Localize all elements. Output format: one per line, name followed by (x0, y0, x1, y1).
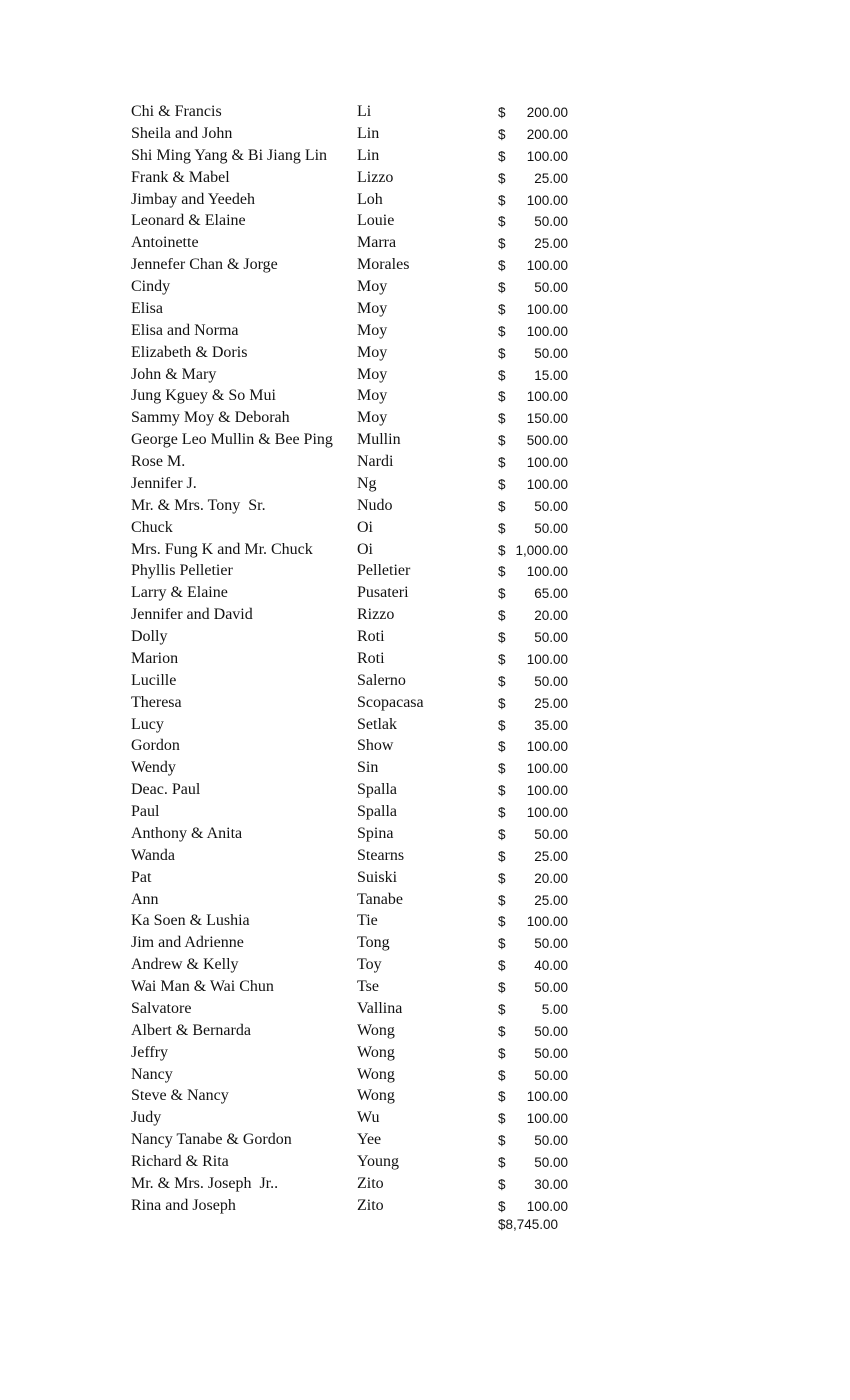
donation-amount: 100.00 (526, 739, 568, 755)
donor-first-name: Larry & Elaine (131, 584, 228, 602)
currency-symbol: $ (498, 739, 506, 755)
currency-symbol: $ (498, 630, 506, 645)
currency-symbol: $ (498, 433, 506, 449)
donation-amount: 20.00 (534, 870, 568, 886)
donor-row (131, 1196, 581, 1218)
donation-amount: 100.00 (526, 389, 568, 405)
currency-symbol: $ (498, 936, 506, 952)
donor-first-name: Pat (131, 868, 152, 886)
donation-amount: 100.00 (526, 192, 568, 208)
currency-symbol: $ (498, 170, 506, 186)
donor-first-name: Elisa and Norma (131, 321, 239, 339)
currency-symbol: $ (498, 1155, 506, 1170)
donor-last-name: Stearns (357, 846, 405, 864)
donor-last-name: Lizzo (357, 168, 394, 186)
donor-first-name: Paul (131, 803, 160, 820)
currency-symbol: $ (498, 367, 506, 383)
donor-last-name: Young (357, 1153, 399, 1170)
currency-symbol: $ (498, 1067, 506, 1083)
donor-last-name: Moy (357, 365, 388, 383)
donor-last-name: Pelletier (357, 562, 411, 580)
currency-symbol: $ (498, 323, 506, 339)
donor-first-name: Jung Kguey & So Mui (131, 387, 276, 405)
donation-amount: 25.00 (534, 695, 568, 711)
donor-last-name: Tong (357, 934, 390, 952)
donor-last-name: Spalla (357, 781, 397, 799)
donor-last-name: Li (357, 103, 372, 120)
donation-amount: 50.00 (534, 345, 568, 361)
donor-row (131, 977, 581, 999)
donor-row (131, 911, 581, 933)
donation-amount: 50.00 (534, 1067, 568, 1083)
donor-first-name: Mrs. Fung K and Mr. Chuck (131, 540, 313, 558)
currency-symbol: $ (498, 542, 506, 558)
donor-row (131, 1043, 581, 1065)
donation-amount: 50.00 (534, 520, 568, 536)
currency-symbol: $ (498, 520, 506, 536)
donor-row (131, 1152, 581, 1174)
currency-symbol: $ (498, 717, 506, 733)
donor-last-name: Tse (357, 978, 379, 995)
donor-last-name: Morales (357, 256, 410, 274)
donor-last-name: Oi (357, 540, 373, 558)
donation-amount: 100.00 (526, 258, 568, 274)
donation-amount: 15.00 (534, 367, 568, 383)
currency-symbol: $ (498, 455, 506, 470)
donor-last-name: Moy (357, 409, 388, 427)
donor-row (131, 649, 581, 671)
donation-amount: 100.00 (526, 564, 568, 580)
donor-last-name: Show (357, 737, 394, 755)
currency-symbol: $ (498, 980, 506, 995)
donor-last-name: Setlak (357, 715, 397, 733)
donor-first-name: Richard & Rita (131, 1153, 229, 1170)
currency-symbol: $ (498, 958, 506, 974)
donor-row (131, 736, 581, 758)
currency-symbol: $ (498, 783, 506, 799)
donor-row (131, 802, 581, 824)
donor-last-name: Tie (357, 912, 378, 930)
donor-last-name: Sin (357, 759, 379, 777)
donor-row (131, 1065, 581, 1087)
donor-last-name: Ng (357, 474, 377, 492)
donation-amount: 50.00 (534, 630, 568, 645)
donor-last-name: Oi (357, 518, 373, 536)
donor-last-name: Louie (357, 212, 395, 230)
donor-first-name: Cindy (131, 278, 171, 295)
donor-row (131, 102, 581, 124)
donor-row (131, 343, 581, 365)
donation-amount: 100.00 (526, 1111, 568, 1127)
donation-amount: 50.00 (534, 980, 568, 995)
currency-symbol: $ (498, 411, 506, 427)
donor-row (131, 627, 581, 649)
donor-first-name: Nancy (131, 1065, 173, 1083)
currency-symbol: $ (498, 105, 506, 120)
donation-amount: 50.00 (534, 498, 568, 514)
currency-symbol: $ (498, 848, 506, 864)
donor-row (131, 955, 581, 977)
currency-symbol: $ (498, 498, 506, 514)
donor-last-name: Spalla (357, 803, 397, 820)
currency-symbol: $ (498, 345, 506, 361)
donor-last-name: Vallina (357, 999, 403, 1017)
donor-row (131, 255, 581, 277)
currency-symbol: $ (498, 148, 506, 164)
donor-row (131, 999, 581, 1021)
currency-symbol: $ (498, 805, 506, 820)
donor-last-name: Wu (357, 1109, 380, 1127)
currency-symbol: $ (498, 280, 506, 295)
donor-row (131, 518, 581, 540)
donor-first-name: Jennifer and David (131, 606, 253, 624)
donor-last-name: Pusateri (357, 584, 409, 602)
donor-first-name: Rina and Joseph (131, 1196, 236, 1214)
currency-symbol: $ (498, 301, 506, 317)
donor-row (131, 933, 581, 955)
donor-first-name: Jennifer J. (131, 474, 197, 492)
donor-row (131, 1130, 581, 1152)
donor-row (131, 277, 581, 299)
donor-first-name: Wendy (131, 759, 176, 777)
donor-last-name: Moy (357, 278, 388, 295)
currency-symbol: $ (498, 892, 506, 908)
currency-symbol: $ (498, 870, 506, 886)
donation-amount: 50.00 (534, 280, 568, 295)
currency-symbol: $ (498, 1133, 506, 1149)
currency-symbol: $ (498, 1045, 506, 1061)
donation-amount: 100.00 (526, 476, 568, 492)
donor-row (131, 1108, 581, 1130)
currency-symbol: $ (498, 826, 506, 842)
donor-last-name: Salerno (357, 671, 406, 689)
donor-row (131, 561, 581, 583)
donation-amount: 100.00 (526, 805, 568, 820)
donor-row (131, 890, 581, 912)
donor-last-name: Suiski (357, 868, 398, 886)
donor-last-name: Rizzo (357, 606, 395, 624)
donor-first-name: Antoinette (131, 234, 199, 252)
donation-amount: 25.00 (534, 848, 568, 864)
donor-row (131, 168, 581, 190)
donation-amount: 100.00 (526, 1198, 568, 1214)
donor-row (131, 299, 581, 321)
donor-row (131, 868, 581, 890)
donation-amount: 100.00 (526, 301, 568, 317)
donation-amount: 100.00 (526, 761, 568, 777)
donor-first-name: Lucille (131, 671, 177, 689)
donor-row (131, 474, 581, 496)
donor-row (131, 583, 581, 605)
donation-amount: 50.00 (534, 1045, 568, 1061)
donation-amount: 35.00 (534, 717, 568, 733)
donor-last-name: Nudo (357, 496, 393, 514)
donation-amount: 25.00 (534, 236, 568, 252)
donor-last-name: Yee (357, 1131, 382, 1149)
donation-amount: 1,000.00 (515, 542, 568, 558)
donor-first-name: Wai Man & Wai Chun (131, 978, 274, 995)
donor-row (131, 386, 581, 408)
donation-amount: 50.00 (534, 936, 568, 952)
donor-first-name: Gordon (131, 737, 180, 755)
currency-symbol: $ (498, 1198, 506, 1214)
donor-last-name: Loh (357, 190, 383, 208)
donor-last-name: Nardi (357, 453, 394, 470)
donor-last-name: Wong (357, 1065, 395, 1083)
donor-row (131, 824, 581, 846)
currency-symbol: $ (498, 1111, 506, 1127)
donor-row (131, 233, 581, 255)
donation-amount: 100.00 (526, 323, 568, 339)
donor-first-name: Sheila and John (131, 124, 233, 142)
currency-symbol: $ (498, 564, 506, 580)
donor-last-name: Moy (357, 299, 388, 317)
donation-amount: 500.00 (526, 433, 568, 449)
donor-last-name: Tanabe (357, 890, 403, 908)
currency-symbol: $ (498, 389, 506, 405)
donor-last-name: Zito (357, 1174, 384, 1192)
total-amount: $8,745.00 (498, 1217, 559, 1232)
donation-amount: 100.00 (526, 914, 568, 930)
currency-symbol: $ (498, 236, 506, 252)
donation-amount: 50.00 (534, 1133, 568, 1149)
donor-row (131, 715, 581, 737)
donor-last-name: Moy (357, 321, 388, 339)
donor-row (131, 408, 581, 430)
donor-first-name: Jimbay and Yeedeh (131, 190, 255, 208)
currency-symbol: $ (498, 695, 506, 711)
donation-amount: 65.00 (534, 586, 568, 602)
donor-row (131, 846, 581, 868)
currency-symbol: $ (498, 914, 506, 930)
donor-first-name: Jennefer Chan & Jorge (131, 256, 278, 274)
donor-last-name: Mullin (357, 431, 401, 449)
donation-amount: 150.00 (526, 411, 568, 427)
donor-first-name: Leonard & Elaine (131, 212, 246, 230)
donation-amount: 100.00 (526, 455, 568, 470)
donor-first-name: Frank & Mabel (131, 168, 230, 186)
donor-last-name: Zito (357, 1196, 384, 1214)
donor-last-name: Moy (357, 343, 388, 361)
currency-symbol: $ (498, 258, 506, 274)
donor-row (131, 430, 581, 452)
currency-symbol: $ (498, 1089, 506, 1105)
donor-first-name: Andrew & Kelly (131, 956, 239, 974)
donor-row (131, 1021, 581, 1043)
donor-first-name: Lucy (131, 715, 164, 733)
currency-symbol: $ (498, 214, 506, 230)
currency-symbol: $ (498, 1023, 506, 1039)
donor-row (131, 124, 581, 146)
donor-last-name: Moy (357, 387, 388, 405)
donor-first-name: John & Mary (131, 365, 217, 383)
currency-symbol: $ (498, 1176, 506, 1192)
donor-first-name: Shi Ming Yang & Bi Jiang Lin (131, 146, 328, 164)
donor-last-name: Wong (357, 1087, 395, 1105)
donor-first-name: Rose M. (131, 453, 186, 470)
donor-first-name: Jim and Adrienne (131, 934, 244, 952)
donation-amount: 40.00 (534, 958, 568, 974)
donor-first-name: Wanda (131, 846, 176, 864)
donor-row (131, 671, 581, 693)
donor-first-name: Chuck (131, 518, 173, 536)
donor-row (131, 605, 581, 627)
donor-row (131, 693, 581, 715)
donor-first-name: Nancy Tanabe & Gordon (131, 1131, 292, 1149)
donor-first-name: Marion (131, 649, 179, 667)
donor-first-name: Sammy Moy & Deborah (131, 409, 290, 427)
donation-amount: 50.00 (534, 1023, 568, 1039)
donor-row (131, 1086, 581, 1108)
donation-amount: 100.00 (526, 651, 568, 667)
donor-last-name: Scopacasa (357, 693, 424, 711)
donor-first-name: Dolly (131, 628, 168, 645)
donation-amount: 50.00 (534, 826, 568, 842)
donor-last-name: Toy (357, 956, 382, 974)
donor-last-name: Roti (357, 628, 385, 645)
donor-last-name: Marra (357, 234, 397, 252)
donor-row (131, 496, 581, 518)
currency-symbol: $ (498, 192, 506, 208)
donor-last-name: Lin (357, 124, 380, 142)
donor-last-name: Wong (357, 1021, 395, 1039)
donor-first-name: Theresa (131, 693, 182, 711)
donation-amount: 30.00 (534, 1176, 568, 1192)
donor-first-name: Chi & Francis (131, 103, 222, 120)
donor-row (131, 758, 581, 780)
donor-first-name: Steve & Nancy (131, 1087, 229, 1105)
donor-first-name: Albert & Bernarda (131, 1021, 251, 1039)
donor-first-name: Mr. & Mrs. Joseph Jr.. (131, 1174, 279, 1192)
currency-symbol: $ (498, 1001, 506, 1017)
donor-last-name: Roti (357, 649, 385, 667)
donation-amount: 100.00 (526, 1089, 568, 1105)
donor-list (131, 102, 581, 1218)
currency-symbol: $ (498, 126, 506, 142)
donation-amount: 100.00 (526, 148, 568, 164)
donor-first-name: Ann (131, 890, 159, 908)
donor-first-name: Judy (131, 1109, 162, 1127)
donation-amount: 200.00 (526, 105, 568, 120)
currency-symbol: $ (498, 476, 506, 492)
currency-symbol: $ (498, 586, 506, 602)
donor-row (131, 452, 581, 474)
donor-first-name: Elisa (131, 299, 163, 317)
donor-row (131, 190, 581, 212)
donation-amount: 50.00 (534, 214, 568, 230)
donation-amount: 50.00 (534, 1155, 568, 1170)
donation-amount: 200.00 (526, 126, 568, 142)
donation-amount: 25.00 (534, 170, 568, 186)
donor-first-name: Salvatore (131, 999, 192, 1017)
donor-last-name: Spina (357, 824, 394, 842)
donor-first-name: Elizabeth & Doris (131, 343, 248, 361)
donor-first-name: Anthony & Anita (131, 824, 243, 842)
donor-row (131, 780, 581, 802)
donation-amount: 25.00 (534, 892, 568, 908)
currency-symbol: $ (498, 651, 506, 667)
donor-row (131, 1174, 581, 1196)
donor-first-name: Deac. Paul (131, 781, 201, 799)
donor-row (131, 540, 581, 562)
donor-row (131, 365, 581, 387)
currency-symbol: $ (498, 608, 506, 624)
donor-last-name: Wong (357, 1043, 395, 1061)
currency-symbol: $ (498, 673, 506, 689)
donor-row (131, 321, 581, 343)
donor-row (131, 146, 581, 168)
donor-first-name: George Leo Mullin & Bee Ping (131, 431, 333, 449)
donation-amount: 100.00 (526, 783, 568, 799)
currency-symbol: $ (498, 761, 506, 777)
donor-first-name: Ka Soen & Lushia (131, 912, 250, 930)
donation-amount: 20.00 (534, 608, 568, 624)
donor-first-name: Jeffry (131, 1043, 169, 1061)
donor-last-name: Lin (357, 146, 380, 164)
donation-amount: 50.00 (534, 673, 568, 689)
donor-first-name: Phyllis Pelletier (131, 562, 233, 580)
donor-row (131, 211, 581, 233)
donation-amount: 5.00 (541, 1001, 568, 1017)
donor-first-name: Mr. & Mrs. Tony Sr. (131, 496, 266, 514)
